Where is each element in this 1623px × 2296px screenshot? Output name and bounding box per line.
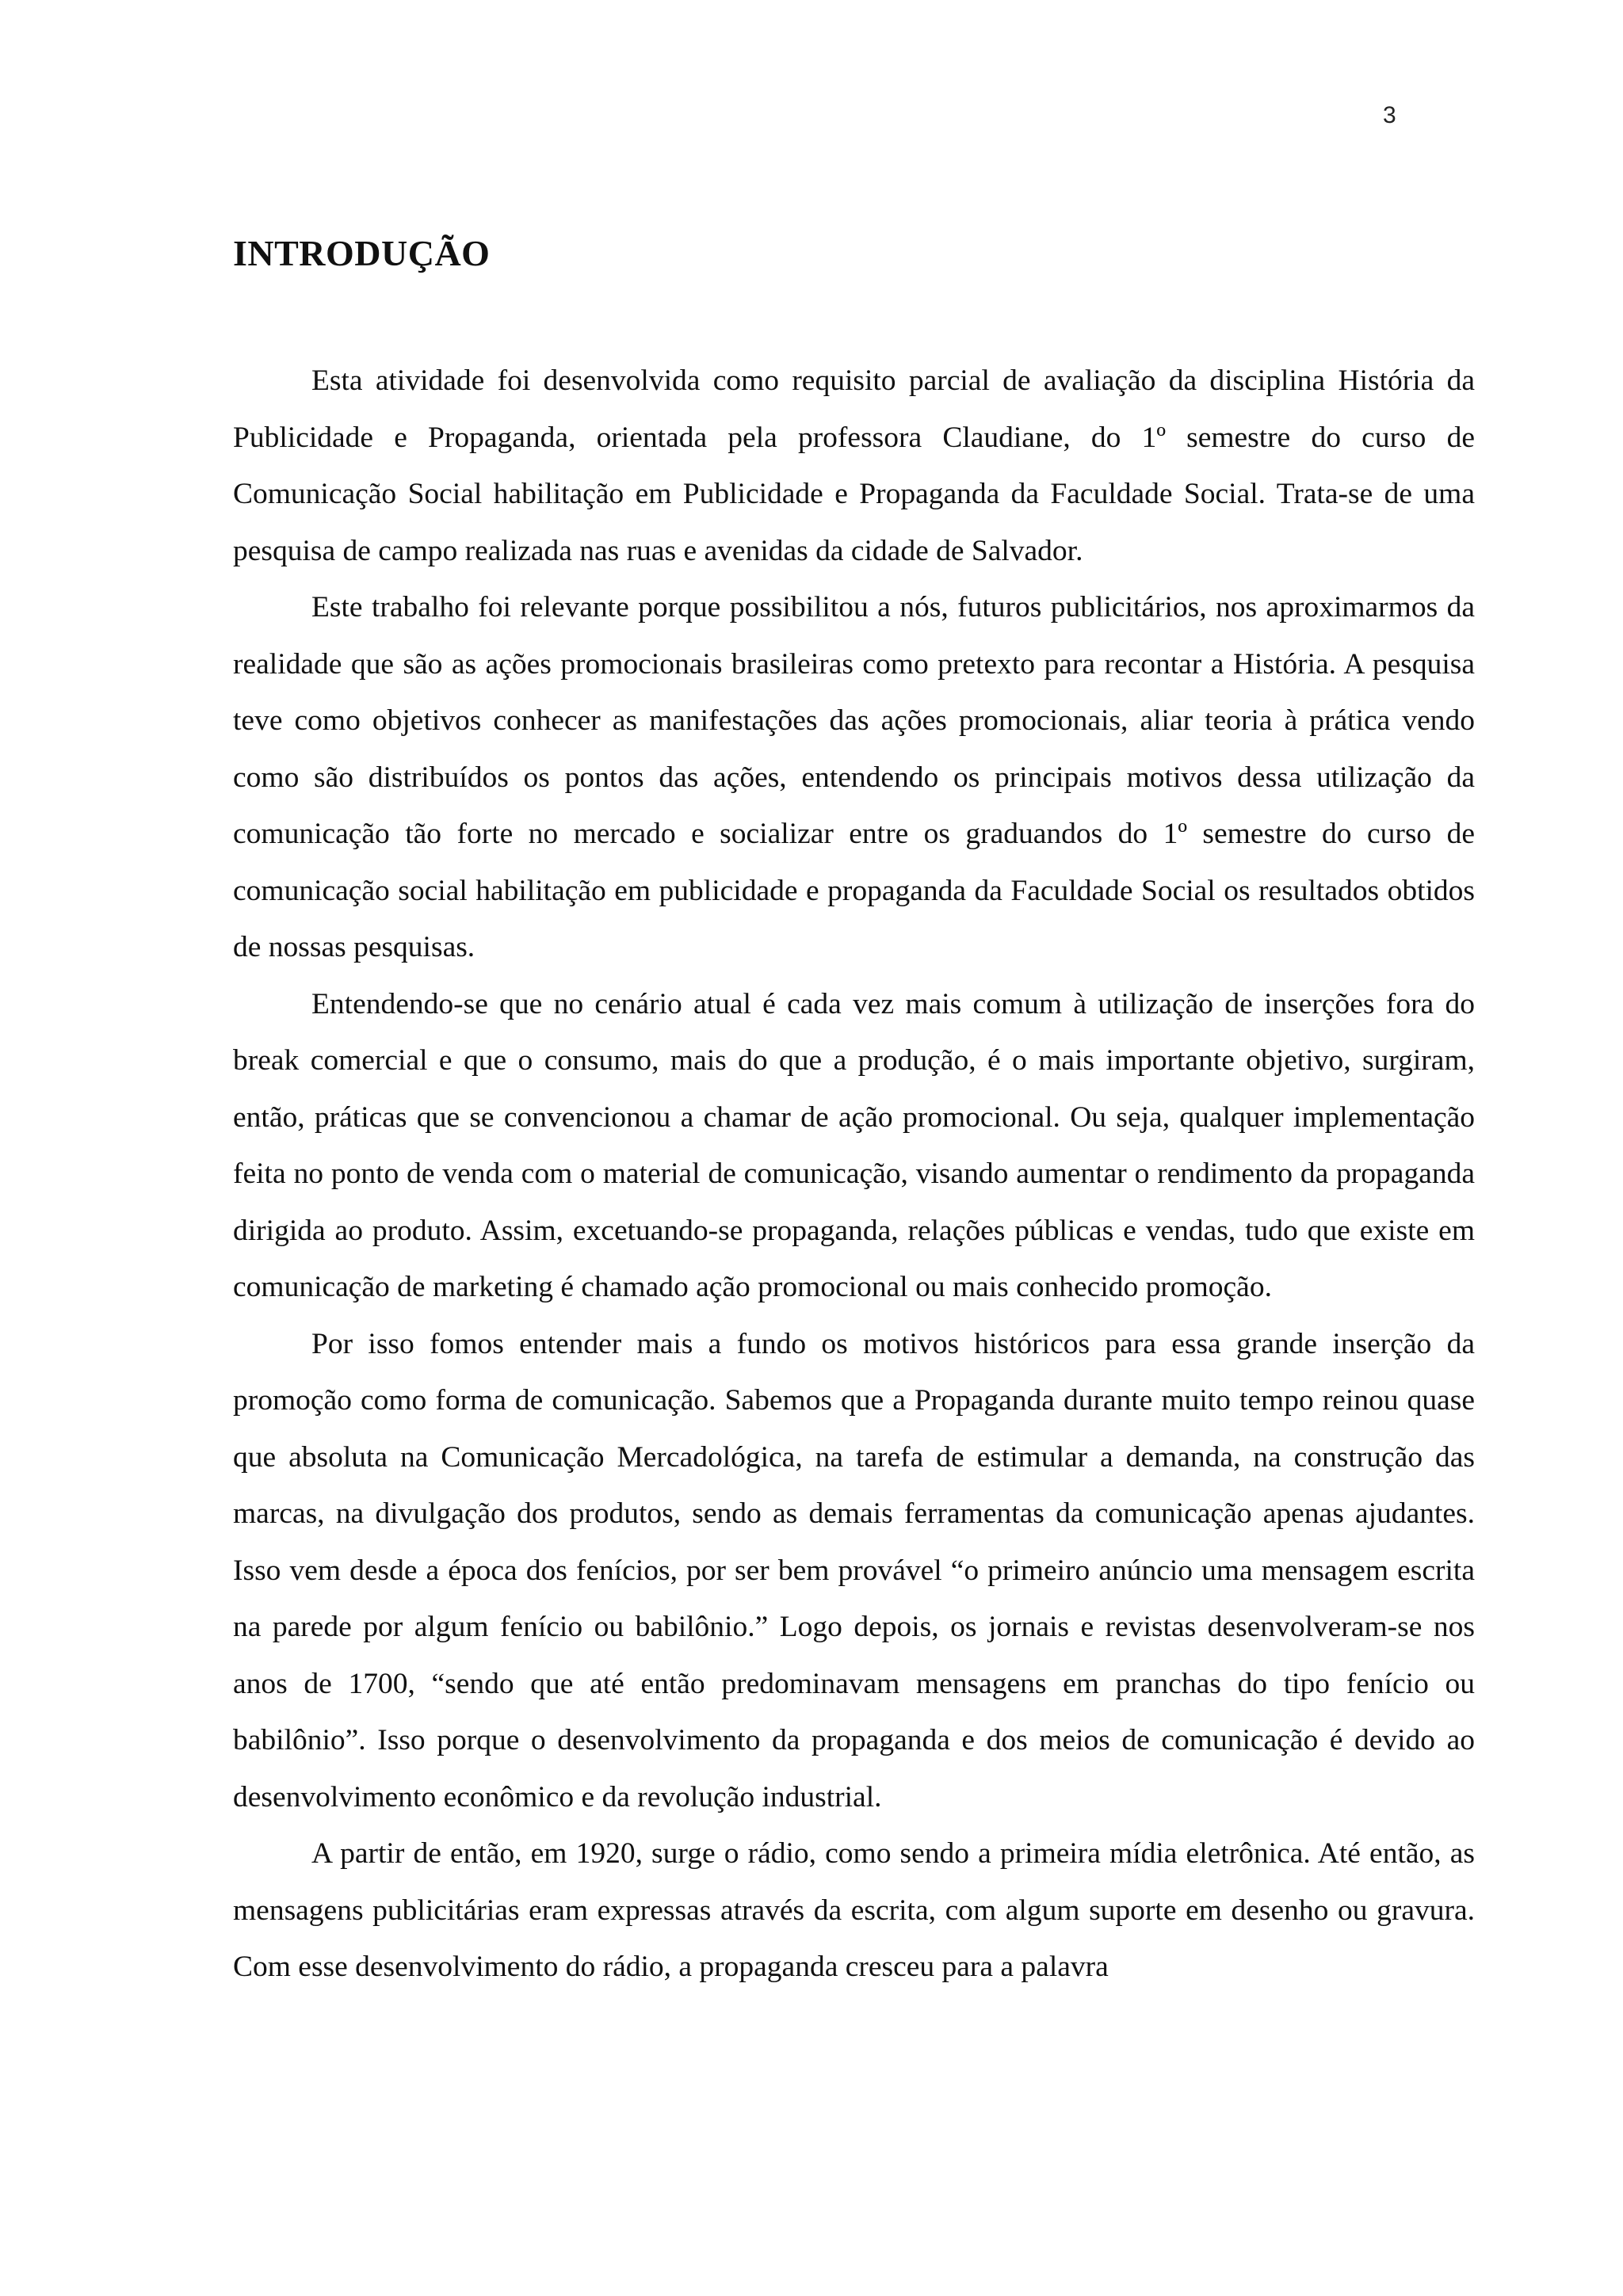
page-number: 3 (1383, 102, 1396, 128)
section-heading: INTRODUÇÃO (233, 233, 491, 273)
paragraph: Esta atividade foi desenvolvida como requisito parcial de avaliação da disciplina História da Publicidade e Propaganda, orientada pela professora Claudiane, do 1º semestre do curso de Comunicação Social habilitação em Publicidade e Propaganda da Faculdade Social. Trata-se de uma pesquisa de campo realizada nas ruas e avenidas da cidade de Salvador. (233, 364, 1475, 567)
paragraph: Por isso fomos entender mais a fundo os motivos históricos para essa grande inserção da promoção como forma de comunicação. Sabemos que a Propaganda durante muito tempo reinou quase que absoluta na Comunicação Mercadológica, na tarefa de estimular a demanda, na construção das marcas, na divulgação dos produtos, sendo as demais ferramentas da comunicação apenas ajudantes. Isso vem desde a época dos fenícios, por ser bem provável “o primeiro anúncio uma mensagem escrita na parede por algum fenício ou babilônio.” Logo depois, os jornais e revistas desenvolveram-se nos anos de 1700, “sendo que até então predominavam mensagens em pranchas do tipo fenício ou babilônio”. Isso porque o desenvolvimento da propaganda e dos meios de comunicação é devido ao desenvolvimento econômico e da revolução industrial. (233, 1327, 1475, 1814)
body-text (233, 353, 1475, 1996)
paragraph: Entendendo-se que no cenário atual é cada vez mais comum à utilização de inserções fora do break comercial e que o consumo, mais do que a produção, é o mais importante objetivo, surgiram, então, práticas que se convencionou a chamar de ação promocional. Ou seja, qualquer implementação feita no ponto de venda com o material de comunicação, visando aumentar o rendimento da propaganda dirigida ao produto. Assim, excetuando-se propaganda, relações públicas e vendas, tudo que existe em comunicação de marketing é chamado ação promocional ou mais conhecido promoção. (233, 987, 1475, 1303)
paragraph: A partir de então, em 1920, surge o rádio, como sendo a primeira mídia eletrônica. Até então, as mensagens publicitárias eram expressas através da escrita, com algum suporte em desenho ou gravura. Com esse desenvolvimento do rádio, a propaganda cresceu para a palavra (233, 1837, 1475, 1983)
paragraph: Este trabalho foi relevante porque possibilitou a nós, futuros publicitários, nos aproximarmos da realidade que são as ações promocionais brasileiras como pretexto para recontar a História. A pesquisa teve como objetivos conhecer as manifestações das ações promocionais, aliar teoria à prática vendo como são distribuídos os pontos das ações, entendendo os principais motivos dessa utilização da comunicação tão forte no mercado e socializar entre os graduandos do 1º semestre do curso de comunicação social habilitação em publicidade e propaganda da Faculdade Social os resultados obtidos de nossas pesquisas. (233, 591, 1475, 963)
